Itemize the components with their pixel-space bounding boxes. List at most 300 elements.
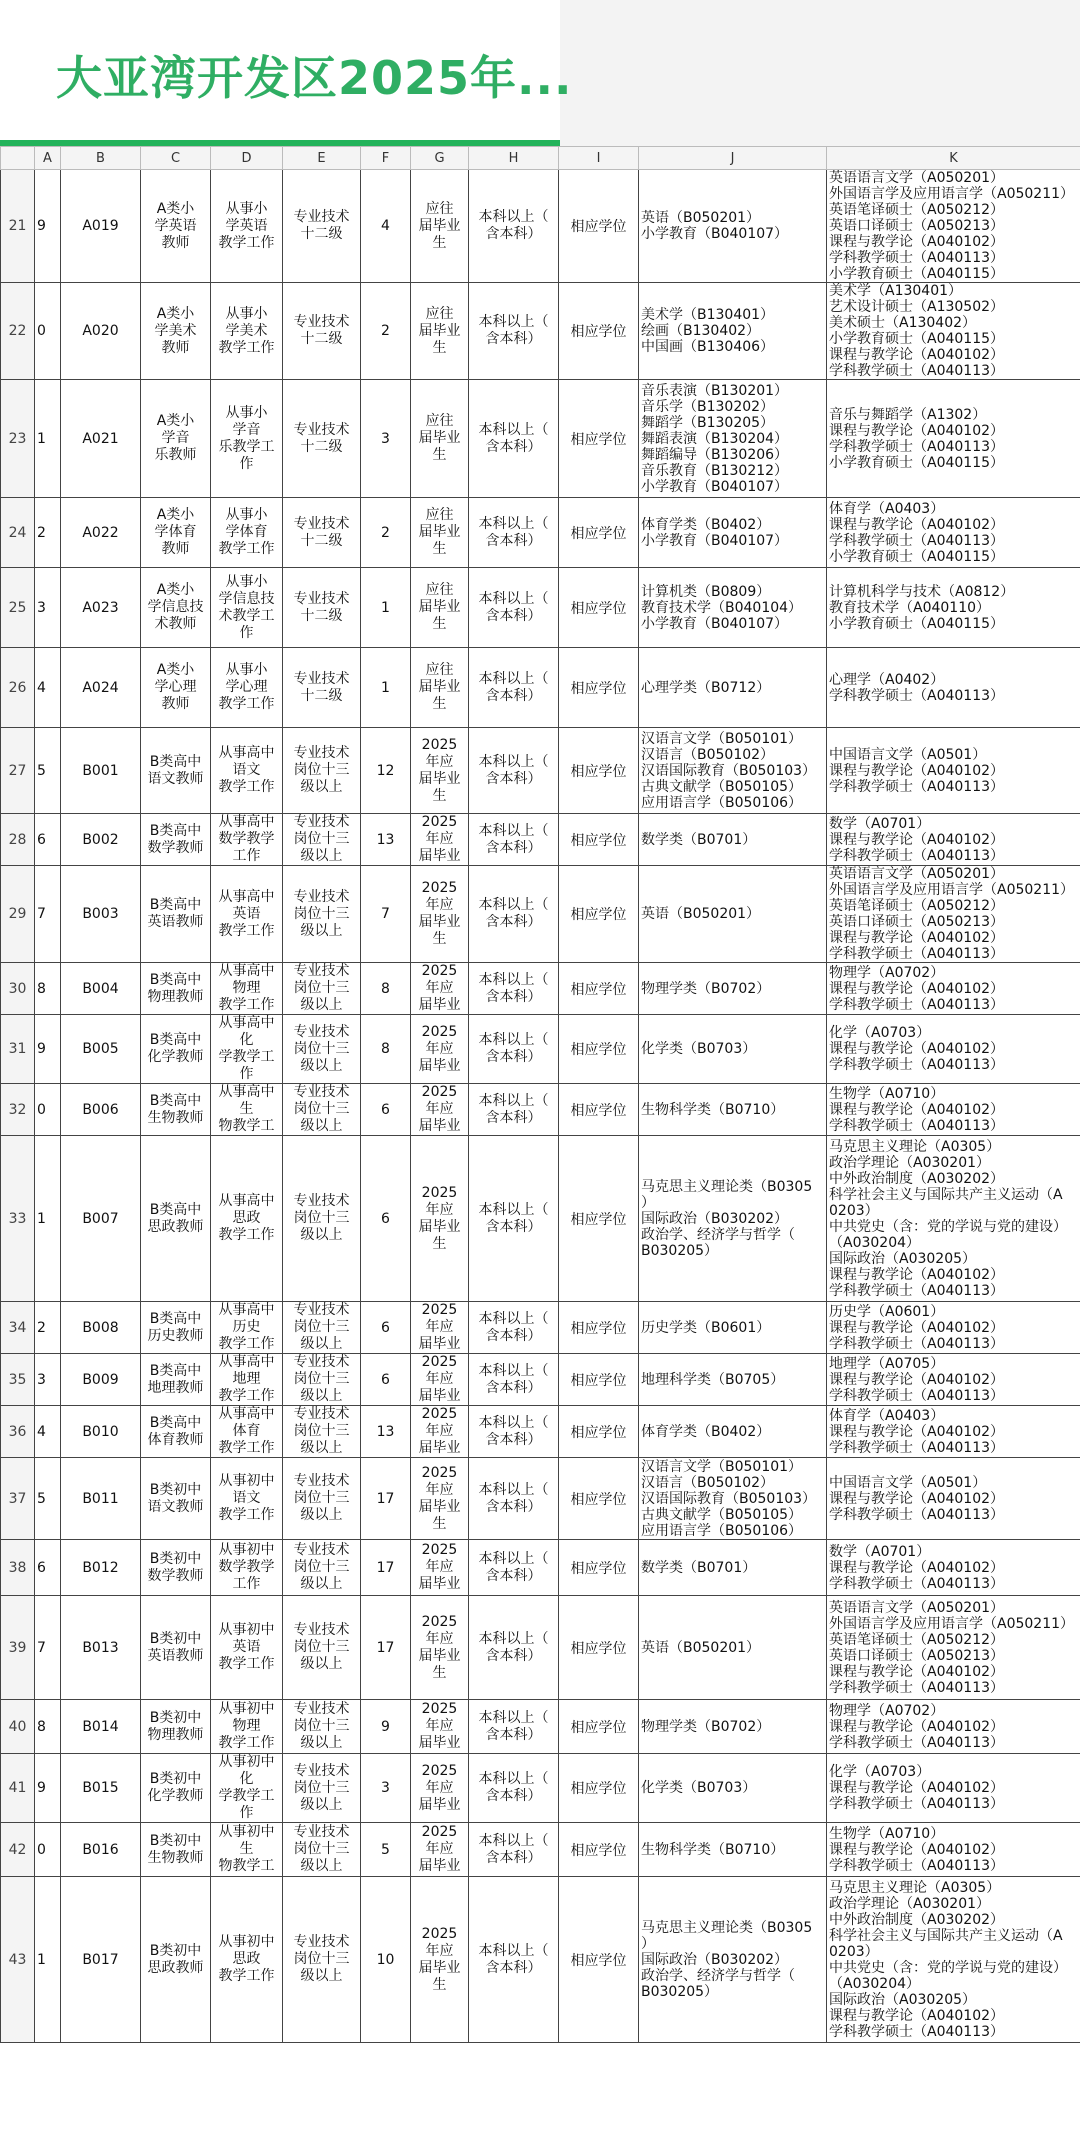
cell-post-code[interactable]: B010 bbox=[61, 1406, 141, 1458]
cell-a[interactable]: 0 bbox=[35, 283, 61, 380]
cell-count[interactable]: 8 bbox=[361, 1015, 411, 1084]
cell-target[interactable]: 2025 年应 届毕业 生 bbox=[411, 866, 469, 963]
cell-target[interactable]: 应往 届毕业 生 bbox=[411, 380, 469, 498]
table-row bbox=[1, 1823, 1080, 1877]
cell-target[interactable]: 2025 年应 届毕业 bbox=[411, 814, 469, 866]
cell-count[interactable]: 3 bbox=[361, 1754, 411, 1823]
cell-undergrad-majors[interactable]: 数学类（B0701） bbox=[639, 814, 827, 866]
cell-target[interactable]: 2025 年应 届毕业 bbox=[411, 1015, 469, 1084]
cell-degree[interactable]: 相应学位 bbox=[559, 1754, 639, 1823]
cell-a[interactable]: 8 bbox=[35, 1700, 61, 1754]
cell-education[interactable]: 本科以上（ 含本科） bbox=[469, 1354, 559, 1406]
cell-degree[interactable]: 相应学位 bbox=[559, 1354, 639, 1406]
cell-level[interactable]: 专业技术 十二级 bbox=[283, 170, 361, 283]
cell-duty[interactable]: 从事高中 思政 教学工作 bbox=[211, 1136, 283, 1302]
cell-target[interactable]: 2025 年应 届毕业 生 bbox=[411, 728, 469, 814]
cell-education[interactable]: 本科以上（ 含本科） bbox=[469, 1136, 559, 1302]
table-row bbox=[1, 380, 1080, 498]
column-header-row bbox=[1, 147, 1080, 170]
cell-postgrad-majors[interactable]: 马克思主义理论（A0305） 政治学理论（A030201） 中外政治制度（A030202） 科学社会主义与国际共产主义运动（A 0203） 中共党史（含：党的学说与党的建设） （A030204） 国际政治（A030205） 课程与教学论（A040102） 学科教学硕士（A040113） bbox=[827, 1136, 1080, 1302]
cell-duty[interactable]: 从事初中 英语 教学工作 bbox=[211, 1596, 283, 1700]
cell-a[interactable]: 1 bbox=[35, 1136, 61, 1302]
cell-duty[interactable]: 从事高中 化 学教学工作 bbox=[211, 1015, 283, 1084]
cell-education[interactable]: 本科以上（ 含本科） bbox=[469, 1015, 559, 1084]
cell-postgrad-majors[interactable]: 生物学（A0710） 课程与教学论（A040102） 学科教学硕士（A040113） bbox=[827, 1084, 1080, 1136]
cell-degree[interactable]: 相应学位 bbox=[559, 170, 639, 283]
row-number[interactable]: 29 bbox=[1, 866, 35, 963]
cell-level[interactable]: 专业技术 岗位十三 级以上 bbox=[283, 1877, 361, 2043]
cell-postgrad-majors[interactable]: 数学（A0701） 课程与教学论（A040102） 学科教学硕士（A040113） bbox=[827, 1540, 1080, 1596]
cell-undergrad-majors[interactable]: 化学类（B0703） bbox=[639, 1015, 827, 1084]
cell-education[interactable]: 本科以上（ 含本科） bbox=[469, 1823, 559, 1877]
cell-post-name[interactable]: B类高中 英语教师 bbox=[141, 866, 211, 963]
cell-post-code[interactable]: B011 bbox=[61, 1458, 141, 1540]
cell-post-name[interactable]: B类高中 生物教师 bbox=[141, 1084, 211, 1136]
cell-target[interactable]: 2025 年应 届毕业 bbox=[411, 1754, 469, 1823]
cell-post-code[interactable]: B005 bbox=[61, 1015, 141, 1084]
cell-count[interactable]: 8 bbox=[361, 963, 411, 1015]
cell-degree[interactable]: 相应学位 bbox=[559, 1458, 639, 1540]
row-number[interactable]: 37 bbox=[1, 1458, 35, 1540]
cell-undergrad-majors[interactable]: 汉语言文学（B050101） 汉语言（B050102） 汉语国际教育（B050103） 古典文献学（B050105） 应用语言学（B050106） bbox=[639, 1458, 827, 1540]
cell-postgrad-majors[interactable]: 物理学（A0702） 课程与教学论（A040102） 学科教学硕士（A040113） bbox=[827, 1700, 1080, 1754]
cell-degree[interactable]: 相应学位 bbox=[559, 1084, 639, 1136]
row-number[interactable]: 32 bbox=[1, 1084, 35, 1136]
cell-duty[interactable]: 从事高中 体育 教学工作 bbox=[211, 1406, 283, 1458]
cell-education[interactable]: 本科以上（ 含本科） bbox=[469, 728, 559, 814]
cell-education[interactable]: 本科以上（ 含本科） bbox=[469, 498, 559, 568]
cell-undergrad-majors[interactable]: 心理学类（B0712） bbox=[639, 648, 827, 728]
cell-degree[interactable]: 相应学位 bbox=[559, 1015, 639, 1084]
cell-undergrad-majors[interactable]: 汉语言文学（B050101） 汉语言（B050102） 汉语国际教育（B050103） 古典文献学（B050105） 应用语言学（B050106） bbox=[639, 728, 827, 814]
cell-degree[interactable]: 相应学位 bbox=[559, 568, 639, 648]
cell-count[interactable]: 6 bbox=[361, 1084, 411, 1136]
cell-level[interactable]: 专业技术 十二级 bbox=[283, 498, 361, 568]
cell-degree[interactable]: 相应学位 bbox=[559, 1540, 639, 1596]
cell-count[interactable]: 17 bbox=[361, 1596, 411, 1700]
cell-degree[interactable]: 相应学位 bbox=[559, 1302, 639, 1354]
cell-education[interactable]: 本科以上（ 含本科） bbox=[469, 568, 559, 648]
cell-count[interactable]: 3 bbox=[361, 380, 411, 498]
table-row bbox=[1, 1136, 1080, 1302]
cell-post-name[interactable]: A类小 学英语 教师 bbox=[141, 170, 211, 283]
cell-a[interactable]: 2 bbox=[35, 498, 61, 568]
cell-level[interactable]: 专业技术 岗位十三 级以上 bbox=[283, 1540, 361, 1596]
cell-post-name[interactable]: B类初中 思政教师 bbox=[141, 1877, 211, 2043]
document-header bbox=[0, 0, 1080, 146]
cell-level[interactable]: 专业技术 岗位十三 级以上 bbox=[283, 814, 361, 866]
table-row bbox=[1, 1700, 1080, 1754]
cell-target[interactable]: 2025 年应 届毕业 生 bbox=[411, 1458, 469, 1540]
cell-postgrad-majors[interactable]: 数学（A0701） 课程与教学论（A040102） 学科教学硕士（A040113） bbox=[827, 814, 1080, 866]
cell-postgrad-majors[interactable]: 体育学（A0403） 课程与教学论（A040102） 学科教学硕士（A040113） 小学教育硕士（A040115） bbox=[827, 498, 1080, 568]
cell-duty[interactable]: 从事小 学音 乐教学工 作 bbox=[211, 380, 283, 498]
cell-postgrad-majors[interactable]: 历史学（A0601） 课程与教学论（A040102） 学科教学硕士（A040113） bbox=[827, 1302, 1080, 1354]
cell-education[interactable]: 本科以上（ 含本科） bbox=[469, 1754, 559, 1823]
document-title[interactable]: 大亚湾开发区2025年... bbox=[56, 51, 573, 105]
cell-duty[interactable]: 从事小 学心理 教学工作 bbox=[211, 648, 283, 728]
cell-degree[interactable]: 相应学位 bbox=[559, 498, 639, 568]
cell-duty[interactable]: 从事小 学英语 教学工作 bbox=[211, 170, 283, 283]
cell-a[interactable]: 5 bbox=[35, 728, 61, 814]
cell-post-name[interactable]: B类初中 英语教师 bbox=[141, 1596, 211, 1700]
cell-post-code[interactable]: B001 bbox=[61, 728, 141, 814]
cell-count[interactable]: 13 bbox=[361, 1406, 411, 1458]
cell-a[interactable]: 3 bbox=[35, 1354, 61, 1406]
cell-postgrad-majors[interactable]: 生物学（A0710） 课程与教学论（A040102） 学科教学硕士（A040113） bbox=[827, 1823, 1080, 1877]
cell-undergrad-majors[interactable]: 计算机类（B0809） 教育技术学（B040104） 小学教育（B040107） bbox=[639, 568, 827, 648]
cell-target[interactable]: 应往 届毕业 生 bbox=[411, 498, 469, 568]
row-number[interactable]: 22 bbox=[1, 283, 35, 380]
cell-target[interactable]: 应往 届毕业 生 bbox=[411, 283, 469, 380]
row-number[interactable]: 43 bbox=[1, 1877, 35, 2043]
cell-post-code[interactable]: A019 bbox=[61, 170, 141, 283]
cell-education[interactable]: 本科以上（ 含本科） bbox=[469, 170, 559, 283]
cell-postgrad-majors[interactable]: 物理学（A0702） 课程与教学论（A040102） 学科教学硕士（A040113） bbox=[827, 963, 1080, 1015]
cell-a[interactable]: 2 bbox=[35, 1302, 61, 1354]
cell-duty[interactable]: 从事初中 数学教学 工作 bbox=[211, 1540, 283, 1596]
cell-post-name[interactable]: A类小 学体育 教师 bbox=[141, 498, 211, 568]
cell-postgrad-majors[interactable]: 心理学（A0402） 学科教学硕士（A040113） bbox=[827, 648, 1080, 728]
cell-post-name[interactable]: B类初中 化学教师 bbox=[141, 1754, 211, 1823]
cell-undergrad-majors[interactable]: 生物科学类（B0710） bbox=[639, 1823, 827, 1877]
cell-education[interactable]: 本科以上（ 含本科） bbox=[469, 1084, 559, 1136]
cell-level[interactable]: 专业技术 岗位十三 级以上 bbox=[283, 1754, 361, 1823]
cell-target[interactable]: 2025 年应 届毕业 生 bbox=[411, 1877, 469, 2043]
cell-postgrad-majors[interactable]: 化学（A0703） 课程与教学论（A040102） 学科教学硕士（A040113） bbox=[827, 1754, 1080, 1823]
row-number[interactable]: 41 bbox=[1, 1754, 35, 1823]
cell-a[interactable]: 6 bbox=[35, 814, 61, 866]
cell-post-code[interactable]: A021 bbox=[61, 380, 141, 498]
cell-duty[interactable]: 从事初中 物理 教学工作 bbox=[211, 1700, 283, 1754]
cell-undergrad-majors[interactable]: 地理科学类（B0705） bbox=[639, 1354, 827, 1406]
row-number[interactable]: 33 bbox=[1, 1136, 35, 1302]
cell-degree[interactable]: 相应学位 bbox=[559, 963, 639, 1015]
column-header-H[interactable]: H bbox=[469, 147, 559, 170]
cell-target[interactable]: 2025 年应 届毕业 bbox=[411, 1540, 469, 1596]
cell-a[interactable]: 4 bbox=[35, 1406, 61, 1458]
cell-post-name[interactable]: B类高中 化学教师 bbox=[141, 1015, 211, 1084]
cell-postgrad-majors[interactable]: 化学（A0703） 课程与教学论（A040102） 学科教学硕士（A040113） bbox=[827, 1015, 1080, 1084]
cell-a[interactable]: 9 bbox=[35, 170, 61, 283]
cell-target[interactable]: 2025 年应 届毕业 bbox=[411, 1406, 469, 1458]
cell-post-name[interactable]: A类小 学音 乐教师 bbox=[141, 380, 211, 498]
cell-target[interactable]: 应往 届毕业 生 bbox=[411, 170, 469, 283]
cell-postgrad-majors[interactable]: 音乐与舞蹈学（A1302） 课程与教学论（A040102） 学科教学硕士（A040113） 小学教育硕士（A040115） bbox=[827, 380, 1080, 498]
cell-a[interactable]: 1 bbox=[35, 380, 61, 498]
cell-undergrad-majors[interactable]: 马克思主义理论类（B0305 ） 国际政治（B030202） 政治学、经济学与哲学（ B030205） bbox=[639, 1136, 827, 1302]
cell-post-name[interactable]: B类高中 地理教师 bbox=[141, 1354, 211, 1406]
cell-postgrad-majors[interactable]: 地理学（A0705） 课程与教学论（A040102） 学科教学硕士（A040113） bbox=[827, 1354, 1080, 1406]
cell-level[interactable]: 专业技术 十二级 bbox=[283, 283, 361, 380]
cell-post-code[interactable]: A024 bbox=[61, 648, 141, 728]
cell-count[interactable]: 5 bbox=[361, 1823, 411, 1877]
cell-level[interactable]: 专业技术 岗位十三 级以上 bbox=[283, 1302, 361, 1354]
row-number[interactable]: 27 bbox=[1, 728, 35, 814]
cell-target[interactable]: 2025 年应 届毕业 bbox=[411, 1084, 469, 1136]
cell-count[interactable]: 6 bbox=[361, 1302, 411, 1354]
cell-level[interactable]: 专业技术 岗位十三 级以上 bbox=[283, 1700, 361, 1754]
cell-post-name[interactable]: B类高中 数学教师 bbox=[141, 814, 211, 866]
cell-count[interactable]: 2 bbox=[361, 283, 411, 380]
cell-post-code[interactable]: B013 bbox=[61, 1596, 141, 1700]
table-row bbox=[1, 1754, 1080, 1823]
cell-duty[interactable]: 从事高中 语文 教学工作 bbox=[211, 728, 283, 814]
cell-degree[interactable]: 相应学位 bbox=[559, 728, 639, 814]
column-header-B[interactable]: B bbox=[61, 147, 141, 170]
cell-education[interactable]: 本科以上（ 含本科） bbox=[469, 1540, 559, 1596]
cell-level[interactable]: 专业技术 岗位十三 级以上 bbox=[283, 1354, 361, 1406]
cell-post-code[interactable]: B015 bbox=[61, 1754, 141, 1823]
cell-count[interactable]: 12 bbox=[361, 728, 411, 814]
row-number[interactable]: 40 bbox=[1, 1700, 35, 1754]
cell-count[interactable]: 10 bbox=[361, 1877, 411, 2043]
cell-post-name[interactable]: B类初中 物理教师 bbox=[141, 1700, 211, 1754]
cell-post-code[interactable]: B003 bbox=[61, 866, 141, 963]
cell-education[interactable]: 本科以上（ 含本科） bbox=[469, 380, 559, 498]
row-number[interactable]: 28 bbox=[1, 814, 35, 866]
cell-education[interactable]: 本科以上（ 含本科） bbox=[469, 1458, 559, 1540]
cell-level[interactable]: 专业技术 岗位十三 级以上 bbox=[283, 866, 361, 963]
cell-degree[interactable]: 相应学位 bbox=[559, 283, 639, 380]
cell-post-code[interactable]: B017 bbox=[61, 1877, 141, 2043]
cell-count[interactable]: 4 bbox=[361, 170, 411, 283]
cell-degree[interactable]: 相应学位 bbox=[559, 1877, 639, 2043]
row-number[interactable]: 26 bbox=[1, 648, 35, 728]
cell-postgrad-majors[interactable]: 英语语言文学（A050201） 外国语言学及应用语言学（A050211） 英语笔译硕士（A050212） 英语口译硕士（A050213） 课程与教学论（A040102） 学科教学硕士（A040113） bbox=[827, 1596, 1080, 1700]
cell-duty[interactable]: 从事高中 生 物教学工 bbox=[211, 1084, 283, 1136]
cell-count[interactable]: 2 bbox=[361, 498, 411, 568]
column-header-A[interactable]: A bbox=[35, 147, 61, 170]
row-number[interactable]: 38 bbox=[1, 1540, 35, 1596]
row-number[interactable]: 39 bbox=[1, 1596, 35, 1700]
cell-degree[interactable]: 相应学位 bbox=[559, 1136, 639, 1302]
cell-postgrad-majors[interactable]: 体育学（A0403） 课程与教学论（A040102） 学科教学硕士（A040113） bbox=[827, 1406, 1080, 1458]
cell-level[interactable]: 专业技术 岗位十三 级以上 bbox=[283, 1136, 361, 1302]
cell-degree[interactable]: 相应学位 bbox=[559, 1406, 639, 1458]
cell-education[interactable]: 本科以上（ 含本科） bbox=[469, 1596, 559, 1700]
cell-a[interactable]: 0 bbox=[35, 1084, 61, 1136]
cell-post-code[interactable]: A020 bbox=[61, 283, 141, 380]
cell-duty[interactable]: 从事初中 语文 教学工作 bbox=[211, 1458, 283, 1540]
cell-count[interactable]: 9 bbox=[361, 1700, 411, 1754]
cell-count[interactable]: 1 bbox=[361, 568, 411, 648]
cell-a[interactable]: 3 bbox=[35, 568, 61, 648]
cell-post-code[interactable]: B009 bbox=[61, 1354, 141, 1406]
cell-post-name[interactable]: A类小 学信息技 术教师 bbox=[141, 568, 211, 648]
cell-count[interactable]: 1 bbox=[361, 648, 411, 728]
cell-count[interactable]: 7 bbox=[361, 866, 411, 963]
cell-post-code[interactable]: B006 bbox=[61, 1084, 141, 1136]
cell-post-code[interactable]: B007 bbox=[61, 1136, 141, 1302]
cell-level[interactable]: 专业技术 十二级 bbox=[283, 380, 361, 498]
cell-degree[interactable]: 相应学位 bbox=[559, 1700, 639, 1754]
cell-post-name[interactable]: A类小 学心理 教师 bbox=[141, 648, 211, 728]
cell-undergrad-majors[interactable]: 美术学（B130401） 绘画（B130402） 中国画（B130406） bbox=[639, 283, 827, 380]
cell-target[interactable]: 2025 年应 届毕业 bbox=[411, 1823, 469, 1877]
cell-duty[interactable]: 从事高中 地理 教学工作 bbox=[211, 1354, 283, 1406]
column-header-J[interactable]: J bbox=[639, 147, 827, 170]
row-number[interactable]: 21 bbox=[1, 170, 35, 283]
cell-education[interactable]: 本科以上（ 含本科） bbox=[469, 1877, 559, 2043]
cell-degree[interactable]: 相应学位 bbox=[559, 1823, 639, 1877]
row-number[interactable]: 34 bbox=[1, 1302, 35, 1354]
cell-degree[interactable]: 相应学位 bbox=[559, 814, 639, 866]
cell-level[interactable]: 专业技术 十二级 bbox=[283, 568, 361, 648]
cell-a[interactable]: 9 bbox=[35, 1015, 61, 1084]
cell-duty[interactable]: 从事小 学信息技 术教学工 作 bbox=[211, 568, 283, 648]
cell-education[interactable]: 本科以上（ 含本科） bbox=[469, 866, 559, 963]
cell-post-name[interactable]: B类高中 语文教师 bbox=[141, 728, 211, 814]
cell-duty[interactable]: 从事高中 英语 教学工作 bbox=[211, 866, 283, 963]
cell-a[interactable]: 7 bbox=[35, 866, 61, 963]
cell-undergrad-majors[interactable]: 化学类（B0703） bbox=[639, 1754, 827, 1823]
cell-level[interactable]: 专业技术 十二级 bbox=[283, 648, 361, 728]
cell-degree[interactable]: 相应学位 bbox=[559, 866, 639, 963]
cell-a[interactable]: 6 bbox=[35, 1540, 61, 1596]
cell-post-code[interactable]: A022 bbox=[61, 498, 141, 568]
cell-undergrad-majors[interactable]: 生物科学类（B0710） bbox=[639, 1084, 827, 1136]
row-number[interactable]: 23 bbox=[1, 380, 35, 498]
cell-education[interactable]: 本科以上（ 含本科） bbox=[469, 1700, 559, 1754]
cell-level[interactable]: 专业技术 岗位十三 级以上 bbox=[283, 1458, 361, 1540]
cell-post-name[interactable]: B类高中 物理教师 bbox=[141, 963, 211, 1015]
cell-undergrad-majors[interactable]: 英语（B050201） bbox=[639, 866, 827, 963]
cell-a[interactable]: 7 bbox=[35, 1596, 61, 1700]
cell-education[interactable]: 本科以上（ 含本科） bbox=[469, 1406, 559, 1458]
cell-target[interactable]: 2025 年应 届毕业 bbox=[411, 1700, 469, 1754]
cell-undergrad-majors[interactable]: 音乐表演（B130201） 音乐学（B130202） 舞蹈学（B130205） 舞蹈表演（B130204） 舞蹈编导（B130206） 音乐教育（B130212） 小学教育（B040107） bbox=[639, 380, 827, 498]
cell-post-name[interactable]: B类高中 思政教师 bbox=[141, 1136, 211, 1302]
cell-a[interactable]: 4 bbox=[35, 648, 61, 728]
cell-count[interactable]: 17 bbox=[361, 1458, 411, 1540]
cell-level[interactable]: 专业技术 岗位十三 级以上 bbox=[283, 728, 361, 814]
row-number[interactable]: 25 bbox=[1, 568, 35, 648]
cell-undergrad-majors[interactable]: 物理学类（B0702） bbox=[639, 963, 827, 1015]
cell-postgrad-majors[interactable]: 美术学（A130401） 艺术设计硕士（A130502） 美术硕士（A130402） 小学教育硕士（A040115） 课程与教学论（A040102） 学科教学硕士（A040113） bbox=[827, 283, 1080, 380]
cell-postgrad-majors[interactable]: 中国语言文学（A0501） 课程与教学论（A040102） 学科教学硕士（A040113） bbox=[827, 1458, 1080, 1540]
cell-duty[interactable]: 从事高中 物理 教学工作 bbox=[211, 963, 283, 1015]
row-number[interactable]: 24 bbox=[1, 498, 35, 568]
cell-post-code[interactable]: B002 bbox=[61, 814, 141, 866]
row-number[interactable]: 31 bbox=[1, 1015, 35, 1084]
cell-post-name[interactable]: A类小 学美术 教师 bbox=[141, 283, 211, 380]
cell-target[interactable]: 应往 届毕业 生 bbox=[411, 568, 469, 648]
cell-degree[interactable]: 相应学位 bbox=[559, 380, 639, 498]
column-header-I[interactable]: I bbox=[559, 147, 639, 170]
cell-postgrad-majors[interactable]: 马克思主义理论（A0305） 政治学理论（A030201） 中外政治制度（A030202） 科学社会主义与国际共产主义运动（A 0203） 中共党史（含：党的学说与党的建设） （A030204） 国际政治（A030205） 课程与教学论（A040102） 学科教学硕士（A040113） bbox=[827, 1877, 1080, 2043]
cell-postgrad-majors[interactable]: 中国语言文学（A0501） 课程与教学论（A040102） 学科教学硕士（A040113） bbox=[827, 728, 1080, 814]
cell-post-name[interactable]: B类高中 体育教师 bbox=[141, 1406, 211, 1458]
cell-undergrad-majors[interactable]: 英语（B050201） bbox=[639, 1596, 827, 1700]
cell-duty[interactable]: 从事初中 生 物教学工 bbox=[211, 1823, 283, 1877]
cell-post-code[interactable]: B016 bbox=[61, 1823, 141, 1877]
cell-a[interactable]: 8 bbox=[35, 963, 61, 1015]
column-header-G[interactable]: G bbox=[411, 147, 469, 170]
row-number[interactable]: 30 bbox=[1, 963, 35, 1015]
cell-education[interactable]: 本科以上（ 含本科） bbox=[469, 814, 559, 866]
column-header-K[interactable]: K bbox=[827, 147, 1080, 170]
cell-undergrad-majors[interactable]: 体育学类（B0402） bbox=[639, 1406, 827, 1458]
cell-post-code[interactable]: B008 bbox=[61, 1302, 141, 1354]
column-header-E[interactable]: E bbox=[283, 147, 361, 170]
cell-post-code[interactable]: A023 bbox=[61, 568, 141, 648]
cell-post-name[interactable]: B类高中 历史教师 bbox=[141, 1302, 211, 1354]
cell-postgrad-majors[interactable]: 英语语言文学（A050201） 外国语言学及应用语言学（A050211） 英语笔译硕士（A050212） 英语口译硕士（A050213） 课程与教学论（A040102） 学科教学硕士（A040113） bbox=[827, 866, 1080, 963]
cell-duty[interactable]: 从事初中 化 学教学工作 bbox=[211, 1754, 283, 1823]
cell-education[interactable]: 本科以上（ 含本科） bbox=[469, 283, 559, 380]
cell-duty[interactable]: 从事初中 思政 教学工作 bbox=[211, 1877, 283, 2043]
cell-post-code[interactable]: B014 bbox=[61, 1700, 141, 1754]
cell-degree[interactable]: 相应学位 bbox=[559, 648, 639, 728]
cell-level[interactable]: 专业技术 岗位十三 级以上 bbox=[283, 1015, 361, 1084]
cell-education[interactable]: 本科以上（ 含本科） bbox=[469, 1302, 559, 1354]
cell-undergrad-majors[interactable]: 历史学类（B0601） bbox=[639, 1302, 827, 1354]
cell-undergrad-majors[interactable]: 物理学类（B0702） bbox=[639, 1700, 827, 1754]
column-header-corner[interactable] bbox=[1, 147, 35, 170]
cell-post-code[interactable]: B012 bbox=[61, 1540, 141, 1596]
cell-a[interactable]: 9 bbox=[35, 1754, 61, 1823]
cell-count[interactable]: 17 bbox=[361, 1540, 411, 1596]
cell-post-name[interactable]: B类初中 生物教师 bbox=[141, 1823, 211, 1877]
cell-degree[interactable]: 相应学位 bbox=[559, 1596, 639, 1700]
cell-level[interactable]: 专业技术 岗位十三 级以上 bbox=[283, 1596, 361, 1700]
table-row bbox=[1, 1302, 1080, 1354]
cell-duty[interactable]: 从事小 学美术 教学工作 bbox=[211, 283, 283, 380]
spreadsheet-view[interactable] bbox=[0, 146, 1080, 2144]
cell-post-code[interactable]: B004 bbox=[61, 963, 141, 1015]
table-row bbox=[1, 568, 1080, 648]
row-number[interactable]: 35 bbox=[1, 1354, 35, 1406]
cell-postgrad-majors[interactable]: 计算机科学与技术（A0812） 教育技术学（A040110） 小学教育硕士（A040115） bbox=[827, 568, 1080, 648]
cell-undergrad-majors[interactable]: 数学类（B0701） bbox=[639, 1540, 827, 1596]
cell-count[interactable]: 6 bbox=[361, 1354, 411, 1406]
cell-level[interactable]: 专业技术 岗位十三 级以上 bbox=[283, 1084, 361, 1136]
cell-count[interactable]: 6 bbox=[361, 1136, 411, 1302]
row-number[interactable]: 36 bbox=[1, 1406, 35, 1458]
cell-level[interactable]: 专业技术 岗位十三 级以上 bbox=[283, 1823, 361, 1877]
cell-postgrad-majors[interactable]: 英语语言文学（A050201） 外国语言学及应用语言学（A050211） 英语笔译硕士（A050212） 英语口译硕士（A050213） 课程与教学论（A040102） 学科教学硕士（A040113） 小学教育硕士（A040115） bbox=[827, 170, 1080, 283]
table-row bbox=[1, 283, 1080, 380]
cell-a[interactable]: 0 bbox=[35, 1823, 61, 1877]
column-header-C[interactable]: C bbox=[141, 147, 211, 170]
cell-undergrad-majors[interactable]: 英语（B050201） 小学教育（B040107） bbox=[639, 170, 827, 283]
cell-target[interactable]: 2025 年应 届毕业 bbox=[411, 963, 469, 1015]
cell-education[interactable]: 本科以上（ 含本科） bbox=[469, 648, 559, 728]
cell-duty[interactable]: 从事高中 数学教学 工作 bbox=[211, 814, 283, 866]
cell-level[interactable]: 专业技术 岗位十三 级以上 bbox=[283, 963, 361, 1015]
cell-post-name[interactable]: B类初中 数学教师 bbox=[141, 1540, 211, 1596]
cell-a[interactable]: 5 bbox=[35, 1458, 61, 1540]
cell-duty[interactable]: 从事高中 历史 教学工作 bbox=[211, 1302, 283, 1354]
row-number[interactable]: 42 bbox=[1, 1823, 35, 1877]
cell-education[interactable]: 本科以上（ 含本科） bbox=[469, 963, 559, 1015]
cell-target[interactable]: 应往 届毕业 生 bbox=[411, 648, 469, 728]
cell-target[interactable]: 2025 年应 届毕业 bbox=[411, 1302, 469, 1354]
cell-target[interactable]: 2025 年应 届毕业 bbox=[411, 1354, 469, 1406]
cell-target[interactable]: 2025 年应 届毕业 生 bbox=[411, 1136, 469, 1302]
cell-post-name[interactable]: B类初中 语文教师 bbox=[141, 1458, 211, 1540]
column-header-F[interactable]: F bbox=[361, 147, 411, 170]
cell-target[interactable]: 2025 年应 届毕业 生 bbox=[411, 1596, 469, 1700]
cell-a[interactable]: 1 bbox=[35, 1877, 61, 2043]
column-header-D[interactable]: D bbox=[211, 147, 283, 170]
cell-undergrad-majors[interactable]: 体育学类（B0402） 小学教育（B040107） bbox=[639, 498, 827, 568]
cell-undergrad-majors[interactable]: 马克思主义理论类（B0305 ） 国际政治（B030202） 政治学、经济学与哲学（ B030205） bbox=[639, 1877, 827, 2043]
cell-level[interactable]: 专业技术 岗位十三 级以上 bbox=[283, 1406, 361, 1458]
cell-count[interactable]: 13 bbox=[361, 814, 411, 866]
cell-duty[interactable]: 从事小 学体育 教学工作 bbox=[211, 498, 283, 568]
